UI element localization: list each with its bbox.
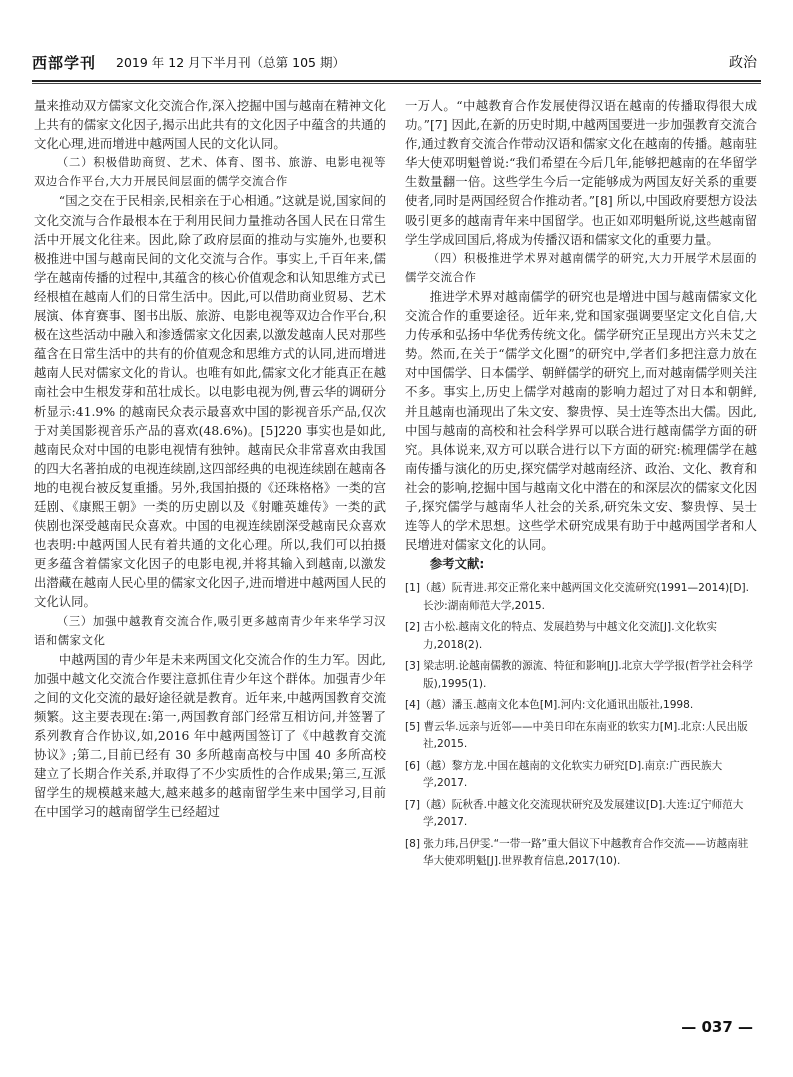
subsection-heading: （四）积极推进学术界对越南儒学的研究,大力开展学术层面的儒学交流合作	[405, 250, 757, 284]
subsection-heading: （二）积极借助商贸、艺术、体育、图书、旅游、电影电视等双边合作平台,大力开展民间层面的儒学交流合作	[34, 155, 386, 189]
reference-item: [1]（越）阮青进.邦交正常化来中越两国文化交流研究(1991—2014)[D].长沙:湖南师范大学,2015.	[405, 582, 750, 612]
references-title: 参考文献:	[429, 556, 485, 572]
header-rule-thin	[32, 83, 761, 84]
subsection-heading: （三）加强中越教育交流合作,吸引更多越南青少年来华学习汉语和儒家文化	[34, 613, 386, 647]
paragraph: 中越两国的青少年是未来两国文化交流合作的生力军。因此,加强中越文化交流合作要注意抓住青少年这个群体。加强青少年之间的文化交流的最好途径就是教育。近年来,中越两国教育交流频繁。这主要表现在:第一,两国教育部门经常互相访问,并签署了系列教育合作协议,如,2016 年中越两国签订了《中越教育交流协议》;第二,目前已经有 30 多所越南高校与中国 40 多所高校建立了长期合作关系,并取得了不少实质性的合作成果;第三,互派留学生的规模越来越大,越来越多的越南留学生来中国学习,目前在中国学习的越南留学生已经超过	[34, 651, 386, 820]
reference-item: [4]（越）潘玉.越南文化本色[M].河内:文化通讯出版社,1998.	[405, 699, 694, 712]
reference-item: [8] 张力玮,吕伊雯.“一带一路”重大倡议下中越教育合作交流——访越南驻华大使邓明魁[J].世界教育信息,2017(10).	[405, 837, 749, 868]
issue-info: 2019 年 12 月下半月刊（总第 105 期）	[116, 55, 345, 70]
paragraph: 量来推动双方儒家文化交流合作,深入挖掘中国与越南在精神文化上共有的儒家文化因子,揭示出此共有的文化因子中蕴含的共通的文化心理,进而增进中越两国人民的文化认同。	[34, 98, 386, 152]
reference-item: [6]（越）黎方龙.中国在越南的文化软实力研究[D].南京:广西民族大学,2017.	[405, 759, 723, 790]
section-label: 政治	[729, 55, 757, 71]
reference-item: [5] 曹云华.远亲与近邻——中美日印在东南亚的软实力[M].北京:人民出版社,2015.	[405, 720, 748, 751]
reference-list	[405, 580, 757, 871]
page-number: — 037 —	[681, 1018, 753, 1036]
header-rule	[32, 80, 761, 82]
paragraph: 一万人。“中越教育合作发展使得汉语在越南的传播取得很大成功。”[7] 因此,在新的历史时期,中越两国要进一步加强教育交流合作,通过教育交流合作带动汉语和儒家文化在越南的传播。越南驻华大使邓明魁曾说:“我们希望在今后几年,能够把越南的在华留学生数量翻一倍。这些学生今后一定能够成为两国友好关系的重要使者,同时是两国经贸合作推动者。”[8] 所以,中国政府要想方设法吸引更多的越南青年来中国留学。也正如邓明魁所说,这些越南留学生学成回国后,将成为传播汉语和儒家文化的重要力量。	[405, 98, 757, 247]
paragraph: “国之交在于民相亲,民相亲在于心相通。”这就是说,国家间的文化交流与合作最根本在于利用民间力量推动各国人民在日常生活中开展文化往来。因此,除了政府层面的推动与实施外,也要积极推进中国与越南民间的文化交流与合作。事实上,千百年来,儒学在越南传播的过程中,其蕴含的核心价值观念和认知思维方式已经根植在越南人们的日常生活中。因此,可以借助商业贸易、艺术展演、体育赛事、图书出版、旅游、电影电视等双边合作平台,积极在这些活动中融入和渗透儒家文化因素,以激发越南人民对那些蕴含在日常生活中的共有的价值观念和思维方式的认同,进而增进越南人民对儒家文化的肯认。也唯有如此,儒家文化才能真正在越南社会中生根发芽和茁壮成长。以电影电视为例,曹云华的调研分析显示:41.9% 的越南民众表示最喜欢中国的影视音乐产品,仅次于对美国影视音乐产品的喜欢(48.6%)。[5]220 事实也是如此,越南民众对中国的电影电视情有独钟。越南民众非常喜欢由我国的四大名著拍成的电视连续剧,这四部经典的电视连续剧在越南各地的电视台被反复重播。另外,我国拍摄的《还珠格格》一类的宫廷剧、《康熙王朝》一类的历史剧以及《射雕英雄传》一类的武侠剧也深受越南民众喜欢。中国的电视连续剧深受越南民众喜欢也表明:中越两国人民有着共通的文化心理。所以,我们可以拍摄更多蕴含着儒家文化因子的电影电视,并将其输入到越南,以激发出潜藏在越南人民心里的儒家文化因子,进而增进中越两国人民的文化认同。	[34, 193, 386, 610]
paragraph: 推进学术界对越南儒学的研究也是增进中国与越南儒家文化交流合作的重要途径。近年来,党和国家强调要坚定文化自信,大力传承和弘扬中华优秀传统文化。儒学研究正呈现出方兴未艾之势。然而,在关于“儒学文化圈”的研究中,学者们多把注意力放在对中国儒学、日本儒学、朝鲜儒学的研究上,而对越南儒学则关注不多。事实上,历史上儒学对越南的影响力超过了对日本和朝鲜,并且越南也涌现出了朱文安、黎贵惇、吴士连等杰出大儒。因此,中国与越南的高校和社会科学界可以联合进行越南儒学方面的研究。具体说来,双方可以联合进行以下方面的研究:梳理儒学在越南传播与演化的历史,探究儒学对越南经济、政治、文化、教育和社会的影响,挖掘中国与越南文化中潜在的和深层次的儒家文化因子,探究儒学与越南华人社会的关系,研究朱文安、黎贵惇、吴士连等人的学术思想。这些学术研究成果有助于中越两国学者和人民增进对儒家文化的认同。	[405, 288, 757, 553]
right-column	[405, 96, 757, 875]
reference-item: [3] 梁志明.论越南儒教的源流、特征和影响[J].北京大学学报(哲学社会科学版),1995(1).	[405, 660, 753, 690]
reference-item: [7]（越）阮秋香.中越文化交流现状研究及发展建议[D].大连:辽宁师范大学,2017.	[405, 798, 744, 829]
page-header	[32, 52, 761, 78]
journal-logo: 西部学刊	[32, 54, 97, 72]
left-column	[34, 96, 386, 822]
reference-item: [2] 古小松.越南文化的特点、发展趋势与中越文化交流[J].文化软实力,2018(2).	[405, 621, 717, 651]
